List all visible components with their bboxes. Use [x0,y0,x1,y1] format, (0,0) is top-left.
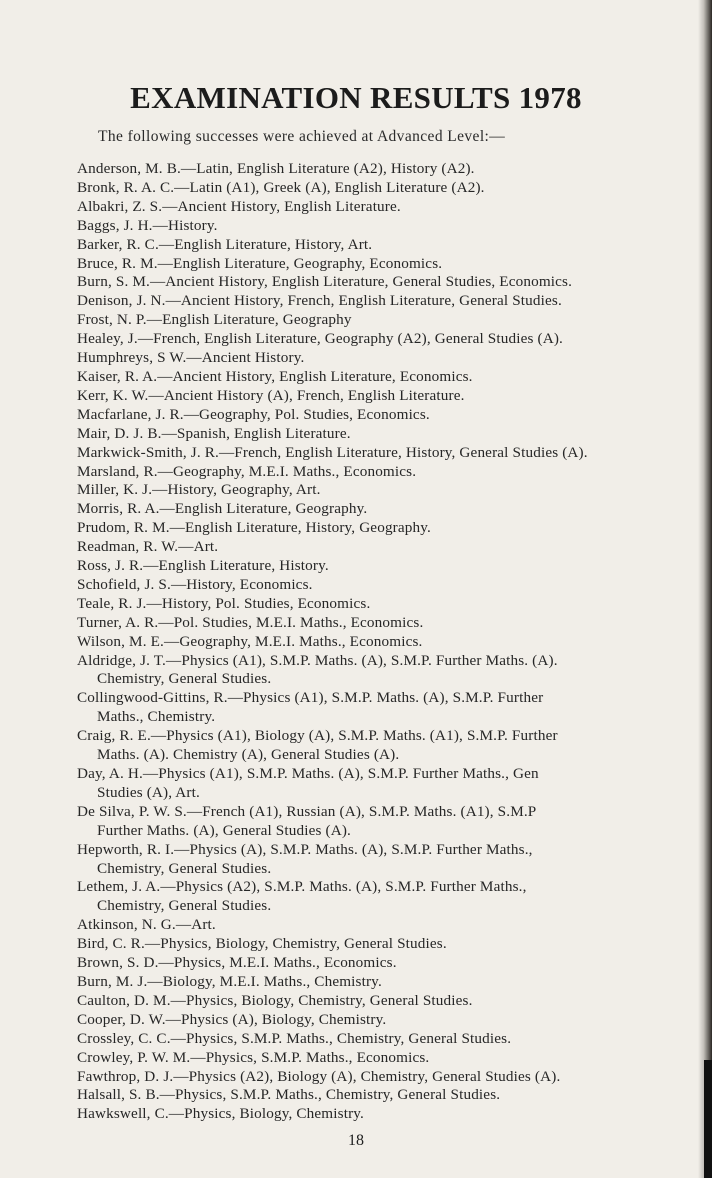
result-entry [77,330,705,349]
result-entry-text: Miller, K. J.—History, Geography, Art. [77,481,321,499]
result-entry [77,1105,705,1124]
result-entry [77,425,705,444]
result-entry [77,633,705,652]
result-entry-text: Bruce, R. M.—English Literature, Geography, Economics. [77,254,443,272]
result-entry-text: Burn, M. J.—Biology, M.E.I. Maths., Chemistry. [77,972,382,990]
result-entry [77,1011,705,1030]
result-entry [77,236,705,255]
result-entry-text: Crossley, C. C.—Physics, S.M.P. Maths., Chemistry, General Studies. [77,1029,512,1047]
result-entry [77,1068,705,1087]
result-entry [77,406,705,425]
intro-text: The following successes were achieved at Advanced Level:— [98,128,506,145]
result-entry-text: Schofield, J. S.—History, Economics. [77,575,313,593]
result-entry-continuation: Maths., Chemistry. [97,708,216,726]
result-entry-text: Kaiser, R. A.—Ancient History, English Literature, Economics. [77,367,473,385]
result-entry-continuation: Studies (A), Art. [97,783,200,801]
result-entry [77,1030,705,1049]
result-entry [77,576,705,595]
result-entry [77,500,705,519]
result-entry-text: De Silva, P. W. S.—French (A1), Russian (A), S.M.P. Maths. (A1), S.M.P [77,802,537,820]
result-entry [77,935,705,954]
result-entry-continuation: Further Maths. (A), General Studies (A). [97,821,352,839]
result-entry-continuation: Chemistry, General Studies. [97,670,272,688]
result-entry [77,255,705,274]
result-entry [77,954,705,973]
result-entry [77,973,705,992]
result-entry-continuation: Chemistry, General Studies. [97,897,272,915]
result-entry-text: Denison, J. N.—Ancient History, French, English Literature, General Studies. [77,292,562,310]
result-entry [77,652,705,690]
result-entry-text: Bird, C. R.—Physics, Biology, Chemistry, General Studies. [77,935,447,953]
result-entry [77,349,705,368]
result-entry [77,538,705,557]
result-entry-text: Healey, J.—French, English Literature, Geography (A2), General Studies (A). [77,330,563,348]
page-title: EXAMINATION RESULTS 1978 [130,80,582,115]
result-entry-text: Readman, R. W.—Art. [77,538,219,556]
result-entry [77,614,705,633]
result-entry-continuation: Maths. (A). Chemistry (A), General Studies (A). [97,746,400,764]
result-entry [77,916,705,935]
result-entry [77,481,705,500]
result-entry-text: Aldridge, J. T.—Physics (A1), S.M.P. Maths. (A), S.M.P. Further Maths. (A). [77,651,558,669]
result-entry [77,179,705,198]
result-entry [77,217,705,236]
binding-edge-shadow [698,0,712,1178]
result-entry [77,841,705,879]
result-entry [77,387,705,406]
result-entry-text: Halsall, S. B.—Physics, S.M.P. Maths., Chemistry, General Studies. [77,1086,501,1104]
result-entry [77,463,705,482]
result-entry [77,1086,705,1105]
result-entry-text: Collingwood-Gittins, R.—Physics (A1), S.M.P. Maths. (A), S.M.P. Further [77,689,544,707]
result-entry-text: Hepworth, R. I.—Physics (A), S.M.P. Maths. (A), S.M.P. Further Maths., [77,840,533,858]
result-entry-text: Fawthrop, D. J.—Physics (A2), Biology (A), Chemistry, General Studies (A). [77,1067,561,1085]
result-entry [77,992,705,1011]
result-entry-text: Bronk, R. A. C.—Latin (A1), Greek (A), English Literature (A2). [77,178,485,196]
result-entry [77,878,705,916]
result-entry [77,689,705,727]
result-entry [77,1049,705,1068]
result-entry-text: Hawkswell, C.—Physics, Biology, Chemistry. [77,1105,364,1123]
result-entry-text: Macfarlane, J. R.—Geography, Pol. Studies, Economics. [77,405,430,423]
result-entry-text: Craig, R. E.—Physics (A1), Biology (A), S.M.P. Maths. (A1), S.M.P. Further [77,727,558,745]
page-number: 18 [348,1132,364,1149]
result-entry-text: Marsland, R.—Geography, M.E.I. Maths., Economics. [77,462,417,480]
result-entry [77,311,705,330]
result-entry-text: Barker, R. C.—English Literature, History, Art. [77,235,373,253]
result-entry [77,160,705,179]
result-entry-text: Kerr, K. W.—Ancient History (A), French, English Literature. [77,386,465,404]
result-entry-text: Frost, N. P.—English Literature, Geography [77,311,352,329]
result-entry-text: Markwick-Smith, J. R.—French, English Literature, History, General Studies (A). [77,443,588,461]
result-entry-text: Crowley, P. W. M.—Physics, S.M.P. Maths., Economics. [77,1048,430,1066]
result-entry-text: Cooper, D. W.—Physics (A), Biology, Chemistry. [77,1010,387,1028]
result-entry-text: Prudom, R. M.—English Literature, History, Geography. [77,519,431,537]
result-entry-continuation: Chemistry, General Studies. [97,859,272,877]
result-entry-text: Burn, S. M.—Ancient History, English Literature, General Studies, Economics. [77,273,573,291]
result-entry-text: Atkinson, N. G.—Art. [77,916,216,934]
result-entry [77,444,705,463]
result-entry-text: Albakri, Z. S.—Ancient History, English Literature. [77,197,401,215]
result-entry-text: Baggs, J. H.—History. [77,216,218,234]
result-entry-text: Morris, R. A.—English Literature, Geography. [77,500,368,518]
result-entry-text: Mair, D. J. B.—Spanish, English Literature. [77,424,351,442]
results-list [77,160,705,1124]
result-entry-text: Day, A. H.—Physics (A1), S.M.P. Maths. (A), S.M.P. Further Maths., Gen [77,765,539,782]
result-entry [77,557,705,576]
result-entry-text: Ross, J. R.—English Literature, History. [77,557,329,575]
result-entry-text: Anderson, M. B.—Latin, English Literature (A2), History (A2). [77,160,475,177]
result-entry-text: Teale, R. J.—History, Pol. Studies, Economics. [77,594,371,612]
result-entry [77,519,705,538]
result-entry [77,727,705,765]
result-entry-text: Lethem, J. A.—Physics (A2), S.M.P. Maths. (A), S.M.P. Further Maths., [77,878,527,896]
result-entry-text: Wilson, M. E.—Geography, M.E.I. Maths., Economics. [77,632,423,650]
result-entry-text: Turner, A. R.—Pol. Studies, M.E.I. Maths., Economics. [77,613,424,631]
result-entry [77,595,705,614]
result-entry [77,368,705,387]
result-entry [77,765,705,803]
result-entry [77,292,705,311]
result-entry [77,803,705,841]
result-entry-text: Humphreys, S W.—Ancient History. [77,349,305,367]
result-entry [77,273,705,292]
result-entry-text: Caulton, D. M.—Physics, Biology, Chemistry, General Studies. [77,991,473,1009]
result-entry [77,198,705,217]
result-entry-text: Brown, S. D.—Physics, M.E.I. Maths., Economics. [77,954,397,972]
binding-edge-dark [704,1060,712,1178]
